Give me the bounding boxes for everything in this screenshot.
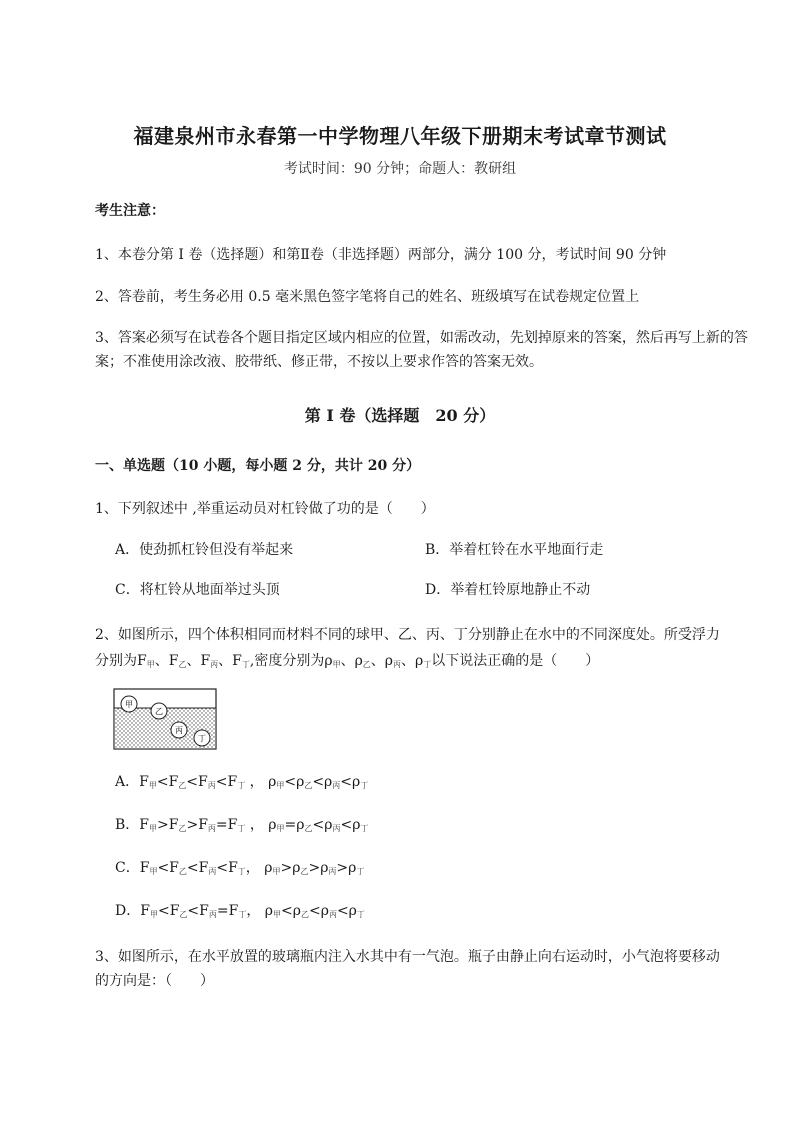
question-3-stem-line1: 3、如图所示，在水平放置的玻璃瓶内注入水其中有一气泡。瓶子由静止向右运动时，小气泡将要移动 [95, 949, 720, 965]
section-title: 第 I 卷（选择题 20 分） [304, 406, 496, 425]
q1-option-b[interactable]: B．举着杠铃在水平地面行走 [425, 542, 604, 558]
q2-option-c[interactable]: C．$F_甲<F_乙<F_丙<F_丁$， $\rho_甲>\rho_乙>\rho_丙>\rho_丁$ [115, 860, 365, 876]
exam-info: 考试时间：90 分钟；命题人：教研组 [283, 161, 517, 177]
ball-ding [194, 730, 210, 746]
svg-text:丁: 丁 [198, 734, 206, 743]
ball-jia [121, 696, 137, 712]
question-1-stem: 1、下列叙述中 ,举重运动员对杠铃做了功的是（ ） [95, 501, 435, 517]
svg-text:乙: 乙 [155, 707, 163, 716]
q2-option-a[interactable]: A．$F_甲<F_乙<F_丙<F_丁$ ， $\rho_甲<\rho_乙<\rho_丙<\rho_丁$ [115, 774, 369, 790]
notice-heading: 考生注意： [95, 203, 165, 219]
q1-option-a[interactable]: A．使劲抓杠铃但没有举起来 [115, 542, 294, 558]
svg-text:丙: 丙 [175, 726, 183, 735]
page-title: 福建泉州市永春第一中学物理八年级下册期末考试章节测试 [133, 124, 667, 148]
q2-option-d[interactable]: D．$F_甲<F_乙<F_丙=F_丁$， $\rho_甲<\rho_乙<\rho_丙<\rho_丁$ [115, 903, 365, 919]
notice-item: 1、本卷分第 I 卷（选择题）和第Ⅱ卷（非选择题）两部分，满分 100 分，考试时间 90 分钟 [95, 247, 667, 263]
ball-yi [151, 703, 167, 719]
water-container-figure [113, 688, 217, 750]
svg-text:甲: 甲 [125, 700, 133, 709]
question-2-stem-line1: 2、如图所示，四个体积相同而材料不同的球甲、乙、丙、丁分别静止在水中的不同深度处。所受浮力 [95, 627, 720, 643]
question-2-stem-line2: 分别为$F_甲$、$F_乙$、$F_丙$、$F_丁$,密度分别为$\rho_甲$、$\rho_乙$、$\rho_丙$、$\rho_丁$以下说法正确的是（ ） [95, 653, 600, 669]
q2-option-b[interactable]: B．$F_甲>F_乙>F_丙=F_丁$ ， $\rho_甲=\rho_乙<\rho_丙<\rho_丁$ [115, 817, 369, 833]
question-3-stem-line2: 的方向是：（ ） [95, 973, 214, 989]
q1-option-d[interactable]: D．举着杠铃原地静止不动 [425, 582, 591, 598]
notice-item: 2、答卷前，考生务必用 0.5 毫米黑色签字笔将自己的姓名、班级填写在试卷规定位置上 [95, 289, 640, 305]
ball-bing [171, 722, 187, 738]
notice-item: 3、答案必须写在试卷各个题目指定区域内相应的位置，如需改动，先划掉原来的答案，然后再写上新的答案；不准使用涂改液、胶带纸、修正带，不按以上要求作答的答案无效。 [95, 330, 748, 370]
q1-option-c[interactable]: C．将杠铃从地面举过头顶 [115, 582, 280, 598]
part-heading: 一、单选题（10 小题，每小题 2 分，共计 20 分） [95, 458, 421, 474]
